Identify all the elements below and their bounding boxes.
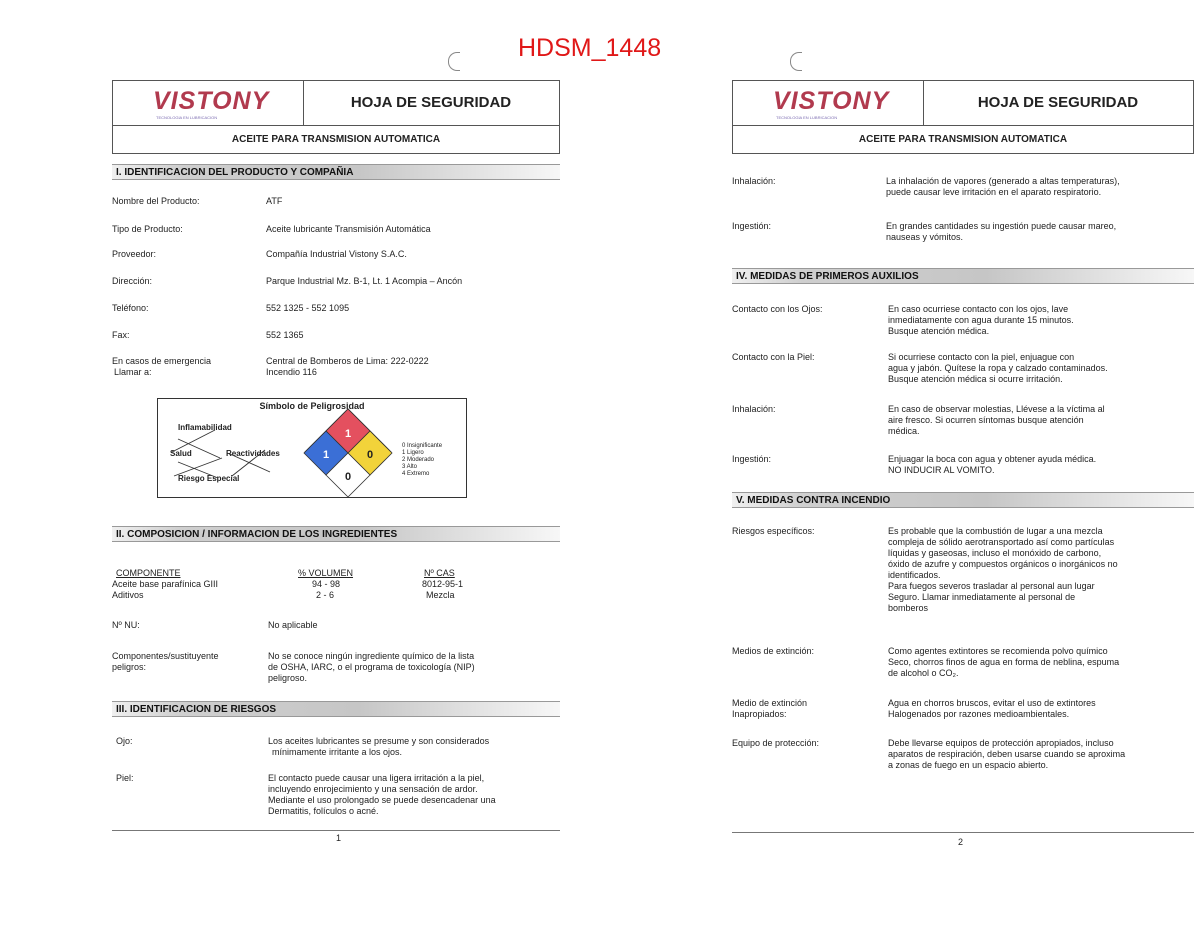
eye-text: Los aceites lubricantes se presume y son considerados [268,736,490,746]
inhalation-label: Inhalación: [732,176,776,186]
fire-text: Debe llevarse equipos de protección apropiados, incluso [888,738,1114,748]
components-text: No se conoce ningún ingrediente químico de la lista [268,651,475,661]
hazard-symbol-box [157,398,467,498]
fire-label: Medios de extinción: [732,646,815,656]
skin-text: Dermatitis, folículos o acné. [268,806,379,816]
section-2-heading: II. COMPOSICION / INFORMACION DE LOS INGREDIENTES [112,526,560,542]
row-value: Incendio 116 [266,367,317,377]
first-aid-text: Si ocurriese contacto con la piel, enjuague con [888,352,1075,362]
fire-text: Es probable que la combustión de lugar a una mezcla [888,526,1103,536]
nu-label: Nº NU: [112,620,140,630]
page-header [732,80,1194,154]
eye-text: mínimamente irritante a los ojos. [272,747,403,757]
skin-text: incluyendo enrojecimiento y una sensación de ardor. [268,784,478,794]
first-aid-label: Inhalación: [732,404,776,414]
comp-cell: 8012-95-1 [422,579,464,589]
brand-tagline: TECNOLOGIA EN LUBRICACION [776,115,838,120]
fire-text: Agua en chorros bruscos, evitar el uso de extintores [888,698,1096,708]
brand-tagline: TECNOLOGIA EN LUBRICACION [156,115,218,120]
nu-value: No aplicable [268,620,318,630]
ingestion-text: nauseas y vómitos. [886,232,964,242]
row-label: Fax: [112,330,130,340]
first-aid-text: NO INDUCIR AL VOMITO. [888,465,995,475]
fire-text: Halogenados por razones medioambientales. [888,709,1070,719]
row-value: 552 1325 - 552 1095 [266,303,350,313]
fire-text: Seguro. Llamar inmediatamente al personal de [888,592,1076,602]
legend-item: 2 Moderado [402,457,435,463]
legend-item: 0 Insignificante [402,443,443,449]
fire-text: a zonas de fuego en un espacio abierto. [888,760,1049,770]
scan-mark [790,52,802,71]
first-aid-text: En caso ocurriese contacto con los ojos, lave [888,304,1069,314]
product-title: ACEITE PARA TRANSMISION AUTOMATICA [858,134,1068,145]
fire-text: identificados. [888,570,941,580]
comp-cell: 94 - 98 [312,579,341,589]
flammability-rating: 1 [344,428,352,440]
nfpa-diamond-icon [303,407,393,497]
row-label: Dirección: [112,276,153,286]
brand-name: VISTONY [773,87,890,115]
row-label: Nombre del Producto: [112,196,200,206]
eye-label: Ojo: [116,736,133,746]
first-aid-label: Contacto con los Ojos: [732,304,823,314]
footer-rule [732,832,1194,833]
row-value: Aceite lubricante Transmisión Automática [266,224,431,234]
health-rating: 1 [322,449,330,461]
row-value: Parque Industrial Mz. B-1, Lt. 1 Acompia – Ancón [266,276,463,286]
skin-label: Piel: [116,773,134,783]
inhalation-text: puede causar leve irritación en el aparato respiratorio. [886,187,1102,197]
fire-text: compleja de sólido aerotransportado así como partículas [888,537,1115,547]
page-number: 2 [958,837,964,847]
section-4-heading: IV. MEDIDAS DE PRIMEROS AUXILIOS [732,268,1194,284]
fire-text: Como agentes extintores se recomienda polvo químico [888,646,1108,656]
fire-text: Para fuegos severos trasladar al personal aun lugar [888,581,1095,591]
first-aid-text: En caso de observar molestias, Llévese a la víctima al [888,404,1105,414]
comp-cell: Mezcla [426,590,455,600]
section-3-heading: III. IDENTIFICACION DE RIESGOS [112,701,560,717]
comp-header: COMPONENTE [116,568,181,578]
skin-text: Mediante el uso prolongado se puede desencadenar una [268,795,496,805]
first-aid-text: Busque atención médica. [888,326,990,336]
section-5-heading: V. MEDIDAS CONTRA INCENDIO [732,492,1194,508]
comp-cell: Aditivos [112,590,144,600]
fire-text: aparatos de respiración, deben usarse cuando se aproxima [888,749,1126,759]
fire-text: Seco, chorros finos de agua en forma de neblina, espuma [888,657,1120,667]
first-aid-text: aire fresco. Si ocurren síntomas busque atención [888,415,1084,425]
row-value: ATF [266,196,283,206]
footer-rule [112,830,560,831]
first-aid-text: agua y jabón. Quítese la ropa y calzado contaminados. [888,363,1108,373]
hazard-title: Símbolo de Peligrosidad [259,401,365,411]
components-label: peligros: [112,662,147,672]
row-label: Proveedor: [112,249,157,259]
page-2 [732,68,1194,858]
hazard-label: Salud [170,449,192,458]
reactivity-rating: 0 [366,449,374,461]
doc-id: HDSM_1448 [518,34,662,62]
page-number: 1 [336,833,342,843]
fire-text: líquidas y gaseosas, incluso el monóxido de carbono, [888,548,1102,558]
ingestion-label: Ingestión: [732,221,772,231]
first-aid-text: inmediatamente con agua durante 15 minutos. [888,315,1074,325]
hazard-label: Reactividades [226,449,280,458]
first-aid-label: Ingestión: [732,454,772,464]
page-1 [112,68,560,858]
components-text: peligroso. [268,673,308,683]
components-text: de OSHA, IARC, o el programa de toxicología (NIP) [268,662,475,672]
row-label: Teléfono: [112,303,149,313]
fire-label: Equipo de protección: [732,738,820,748]
document-title: HOJA DE SEGURIDAD [303,81,559,126]
fire-label: Riesgos específicos: [732,526,815,536]
first-aid-label: Contacto con la Piel: [732,352,815,362]
page-header [112,80,560,154]
first-aid-text: Enjuagar la boca con agua y obtener ayuda médica. [888,454,1097,464]
fire-label: Medio de extinción [732,698,808,708]
hazard-label: Riesgo Especial [178,474,240,483]
components-label: Componentes/sustituyente [112,651,219,661]
comp-cell: 2 - 6 [316,590,335,600]
hazard-label: Inflamabilidad [178,423,232,432]
ingestion-text: En grandes cantidades su ingestión puede causar mareo, [886,221,1117,231]
legend-item: 4 Extremo [402,471,430,477]
legend-item: 1 Ligero [402,450,424,456]
fire-label: Inapropiados: [732,709,787,719]
inhalation-text: La inhalación de vapores (generado a altas temperaturas), [886,176,1120,186]
row-value: 552 1365 [266,330,304,340]
section-1-heading: I. IDENTIFICACION DEL PRODUCTO Y COMPAÑIA [112,164,560,180]
vistony-logo [733,81,924,126]
skin-text: El contacto puede causar una ligera irritación a la piel, [268,773,485,783]
first-aid-text: médica. [888,426,920,436]
row-label: En casos de emergencia [112,356,212,366]
scan-mark [448,52,460,71]
comp-cell: Aceite base parafínica GIII [112,579,219,589]
comp-header: % VOLUMEN [298,568,354,578]
brand-name: VISTONY [153,87,270,115]
fire-text: bomberos [888,603,929,613]
row-label: Llamar a: [114,367,152,377]
row-label: Tipo de Producto: [112,224,183,234]
document-title: HOJA DE SEGURIDAD [923,81,1193,126]
fire-text: de alcohol o CO₂. [888,668,959,678]
legend-item: 3 Alto [402,464,418,470]
product-title: ACEITE PARA TRANSMISION AUTOMATICA [231,134,441,145]
row-value: Compañía Industrial Vistony S.A.C. [266,249,407,259]
special-rating: 0 [344,471,352,483]
comp-header: Nº CAS [424,568,455,578]
vistony-logo [113,81,304,126]
first-aid-text: Busque atención médica si ocurre irritación. [888,374,1063,384]
row-value: Central de Bomberos de Lima: 222-0222 [266,356,429,366]
fire-text: óxido de azufre y compuestos orgánicos o inorgánicos no [888,559,1118,569]
hazard-legend [402,443,442,478]
